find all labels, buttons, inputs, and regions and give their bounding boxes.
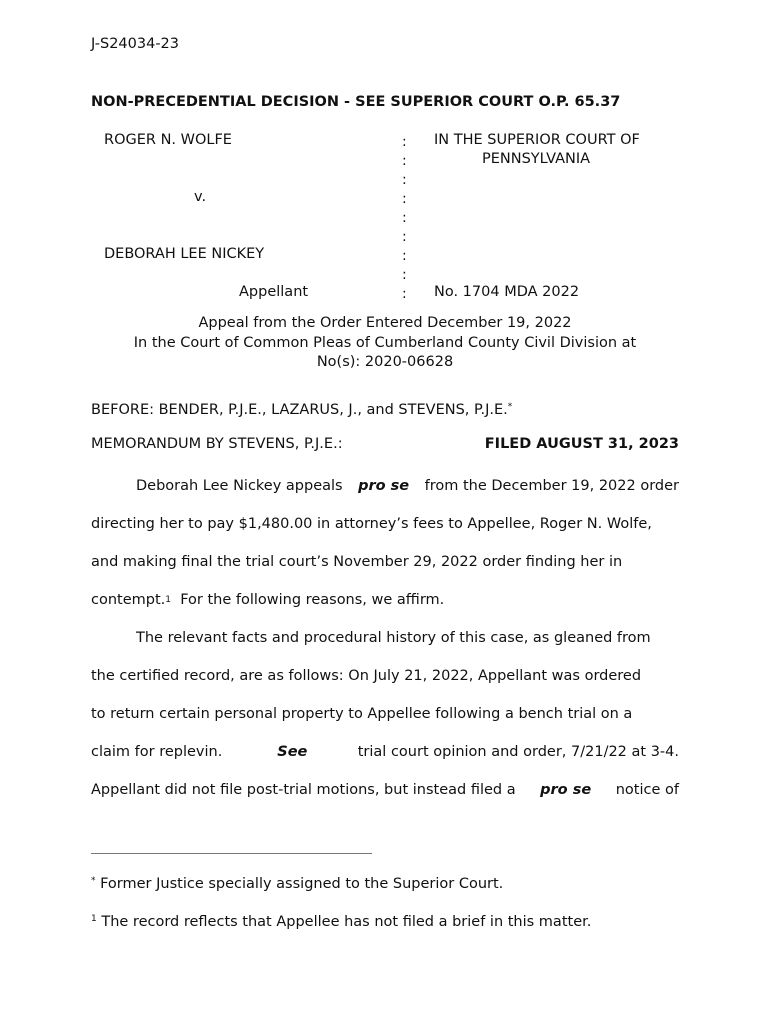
appeal-description	[91, 314, 679, 373]
defendant-name: DEBORAH LEE NICKEY	[104, 246, 265, 262]
body-line: directing her to pay $1,480.00 in attorney’s fees to Appellee, Roger N. Wolfe,	[91, 516, 652, 532]
footnote-divider	[91, 853, 372, 854]
filed-date: FILED AUGUST 31, 2023	[484, 436, 679, 452]
appeal-line3: No(s): 2020-06628	[316, 354, 454, 370]
document-id: J-S24034-23	[91, 36, 180, 52]
versus-label: v.	[194, 189, 207, 205]
before-panel: BEFORE: BENDER, P.J.E., LAZARUS, J., and STEVENS, P.J.E.*	[91, 402, 513, 418]
body-line: Appellant did not file post-trial motions, but instead filed a pro se notice of	[91, 782, 679, 798]
body-line: to return certain personal property to Appellee following a bench trial on a	[91, 706, 633, 722]
body-line: The relevant facts and procedural history of this case, as gleaned from	[136, 630, 651, 646]
body-line: contempt. 1 For the following reasons, we affirm.	[91, 581, 679, 619]
docket-number: No. 1704 MDA 2022	[434, 284, 580, 300]
memorandum-author: MEMORANDUM BY STEVENS, P.J.E.:	[91, 436, 343, 452]
footnote-star: * Former Justice specially assigned to the Superior Court.	[91, 876, 504, 892]
caption-separator: : : : : : : : : :	[402, 134, 407, 302]
appellant-role: Appellant	[239, 284, 309, 300]
appeal-line2: In the Court of Common Pleas of Cumberland County Civil Division at	[133, 334, 637, 351]
case-caption	[0, 130, 770, 305]
footnote-marker-1: 1	[165, 595, 171, 605]
footnote-1: $^1$ The record reflects that Appellee has not filed a brief in this matter.	[91, 914, 592, 930]
body-line: the certified record, are as follows: On July 21, 2022, Appellant was ordered	[91, 668, 642, 684]
footnote-marker-star: *	[507, 402, 513, 412]
appeal-line1: Appeal from the Order Entered December 19, 2022	[198, 315, 572, 331]
body-line: Deborah Lee Nickey appeals pro se from the December 19, 2022 order	[136, 478, 679, 494]
opinion-body	[91, 467, 679, 809]
plaintiff-name: ROGER N. WOLFE	[104, 132, 232, 148]
body-line: claim for replevin. See trial court opinion and order, 7/21/22 at 3-4.	[91, 744, 679, 760]
non-precedential-notice: NON-PRECEDENTIAL DECISION - SEE SUPERIOR COURT O.P. 65.37	[91, 94, 621, 110]
court-name-line2: PENNSYLVANIA	[482, 151, 591, 167]
court-name-line1: IN THE SUPERIOR COURT OF	[434, 132, 640, 148]
body-line: and making final the trial court’s November 29, 2022 order finding her in	[91, 554, 623, 570]
